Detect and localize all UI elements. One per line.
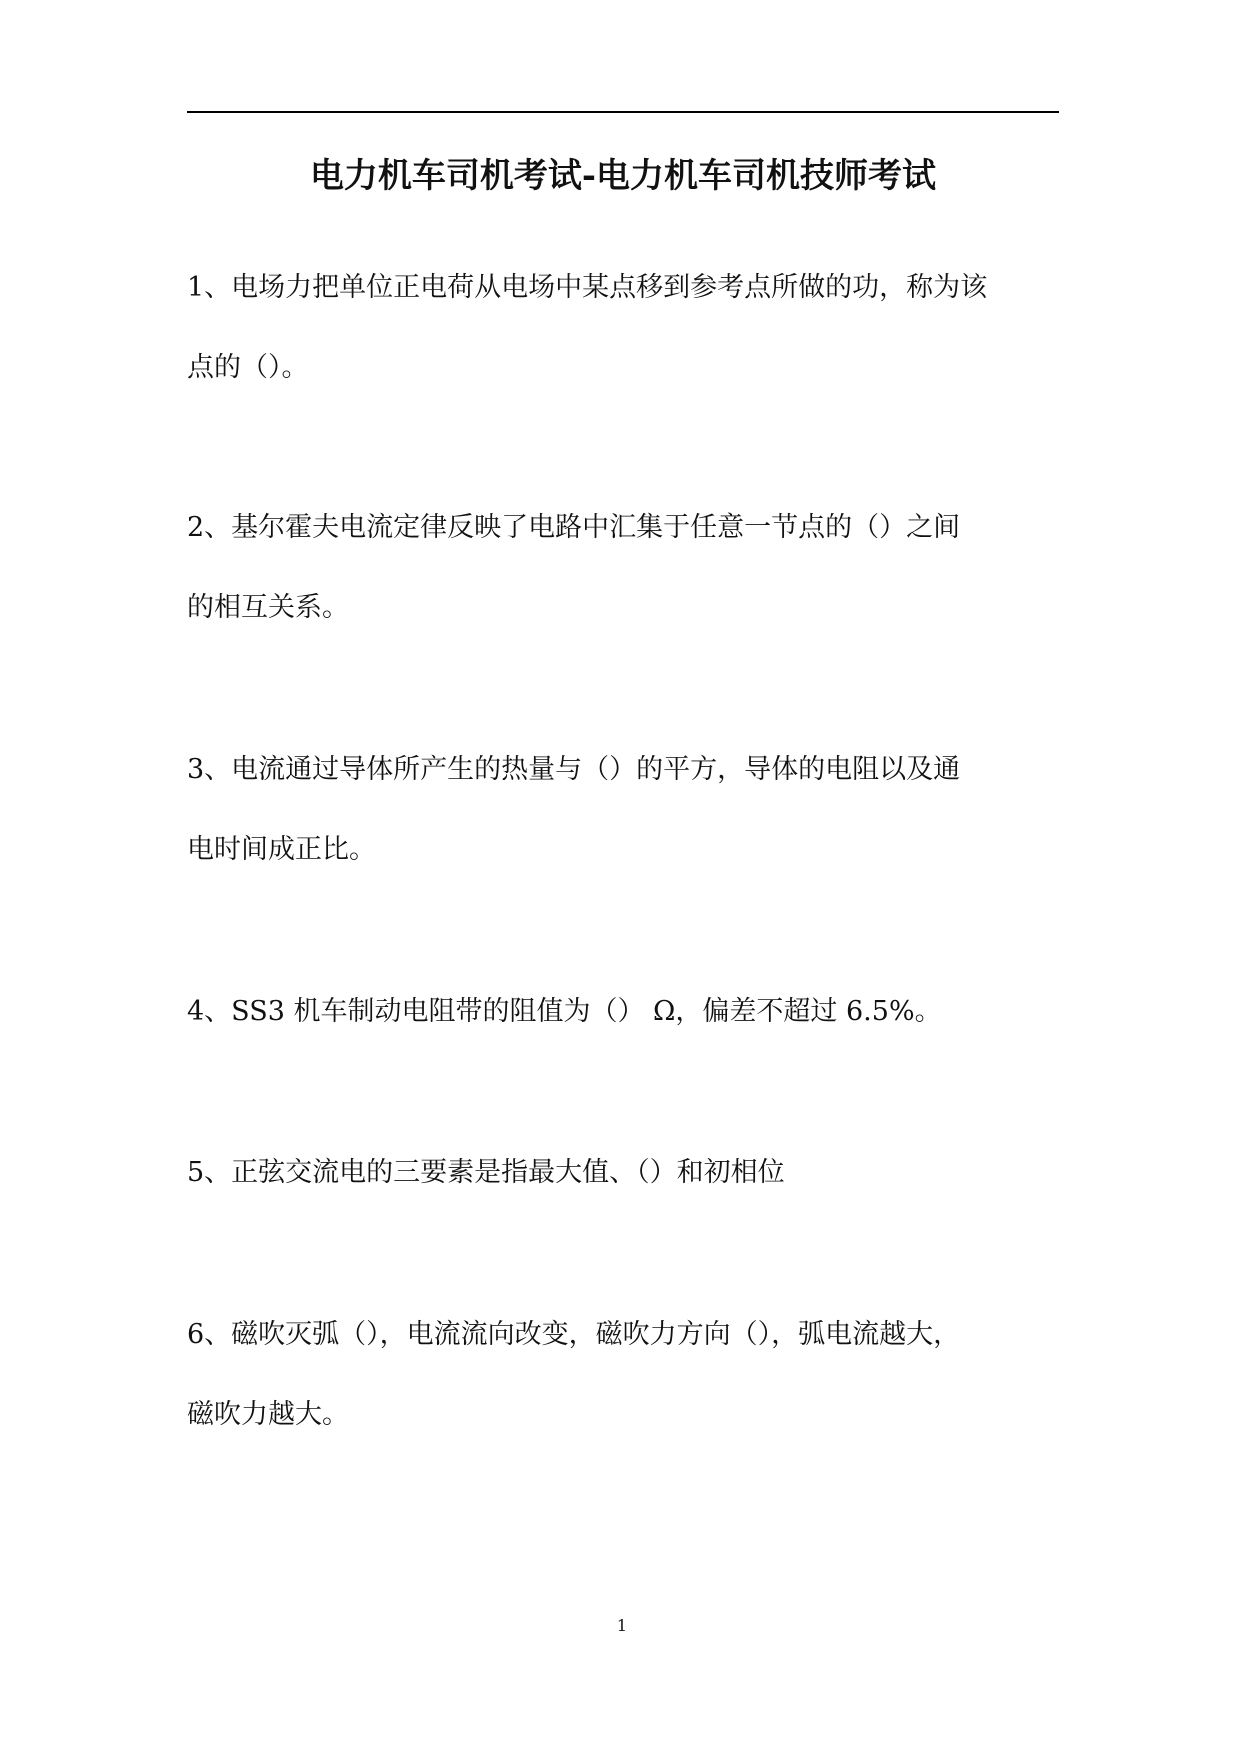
question-1-line-2: 点的（）。 [187,352,309,383]
question-1-line-1: 1、电场力把单位正电荷从电场中某点移到参考点所做的功，称为该 [187,272,988,303]
question-4-line-1: 4、SS3 机车制动电阻带的阻值为（） Ω，偏差不超过 6.5%。 [187,996,942,1027]
document-title: 电力机车司机考试-电力机车司机技师考试 [309,156,937,196]
question-2-line-2: 的相互关系。 [187,592,349,623]
question-2-line-1: 2、基尔霍夫电流定律反映了电路中汇集于任意一节点的（）之间 [187,512,961,543]
question-5-line-1: 5、正弦交流电的三要素是指最大值、（）和初相位 [187,1157,785,1188]
question-3-line-1: 3、电流通过导体所产生的热量与（）的平方，导体的电阻以及通 [187,754,961,785]
page-number: 1 [616,1616,628,1635]
question-3-line-2: 电时间成正比。 [187,834,376,865]
question-6-line-1: 6、磁吹灭弧（），电流流向改变，磁吹力方向（），弧电流越大， [187,1319,961,1350]
header-rule [187,111,1059,113]
question-6-line-2: 磁吹力越大。 [187,1399,349,1430]
